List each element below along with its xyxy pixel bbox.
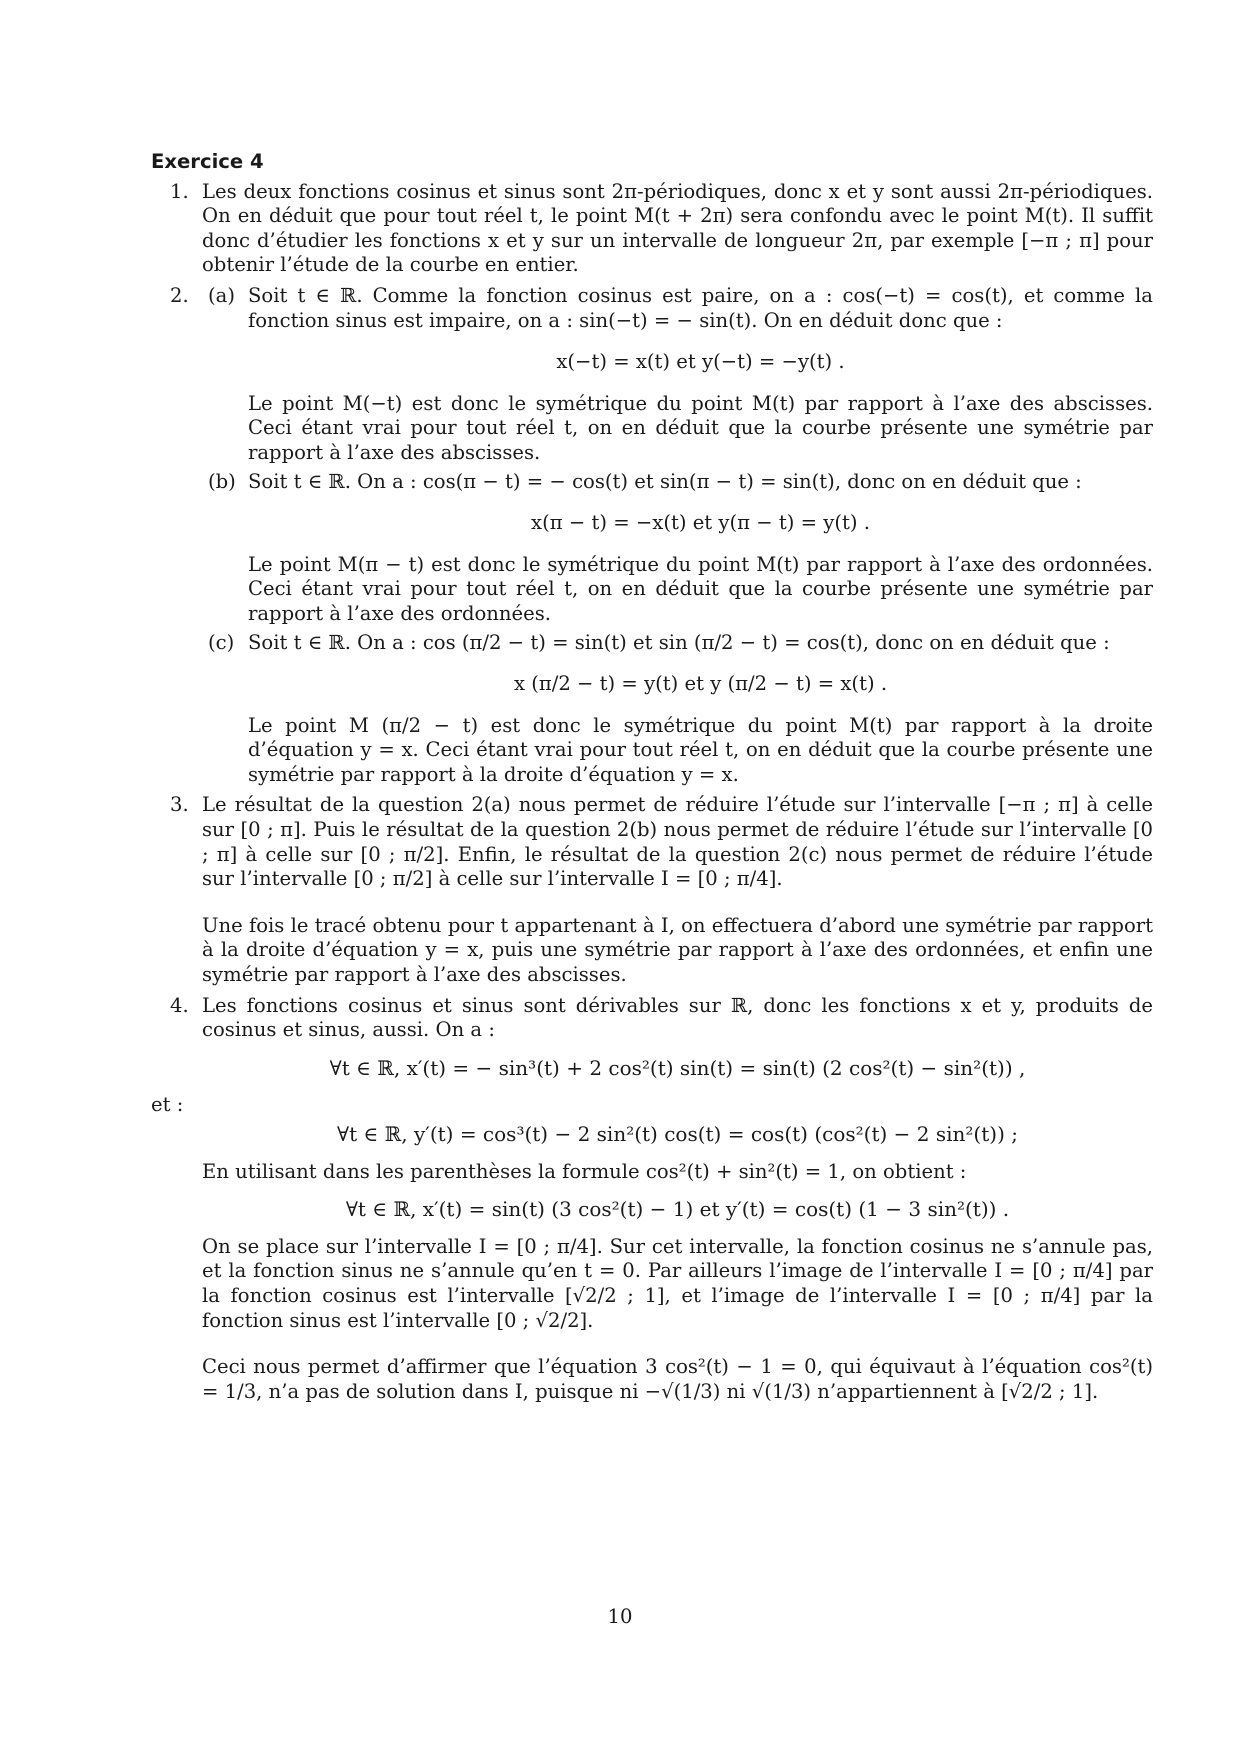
sub-item-label: (b) [208, 469, 236, 493]
list-item-4 [151, 994, 1153, 1405]
sub-item-intro: Soit t ∈ ℝ. On a : cos (π/2 − t) = sin(t) et sin (π/2 − t) = cos(t), donc on en déduit que : [248, 630, 1110, 654]
item-number: 4. [170, 993, 189, 1017]
sub-item-conclusion: Le point M(−t) est donc le symétrique du point M(t) par rapport à l’axe des abscisses. Ceci étant vrai pour tout réel t, on en déduit que la courbe présente une symétrie par rapport à l’axe des abscisses. [248, 391, 1153, 464]
sub-item-b [151, 470, 1153, 627]
list-item-1 [151, 180, 1153, 278]
sub-item-intro: Soit t ∈ ℝ. Comme la fonction cosinus est paire, on a : cos(−t) = cos(t), et comme la fonction sinus est impaire, on a : sin(−t) = − sin(t). On en déduit donc que : [248, 283, 1153, 332]
sub-item-a [151, 284, 1153, 466]
item-paragraph: Les fonctions cosinus et sinus sont dérivables sur ℝ, donc les fonctions x et y, produits de cosinus et sinus, aussi. On a : [202, 993, 1153, 1042]
sub-item-label: (a) [208, 283, 235, 307]
list-item-3 [151, 793, 1153, 987]
item-text: Les deux fonctions cosinus et sinus sont 2π-périodiques, donc x et y sont aussi 2π-périodiques. On en déduit que pour tout réel t, le point M(t + 2π) sera confondu avec le point M(t). Il suffit donc d’étudier les fonctions x et y sur un intervalle de longueur 2π, par exemple [−π ; π] pour obtenir l’étude de la courbe en entier. [202, 179, 1153, 277]
item-paragraph: Une fois le tracé obtenu pour t appartenant à I, on effectuera d’abord une symétrie par rapport à la droite d’équation y = x, puis une symétrie par rapport à l’axe des ordonnées, et enfin une symétrie par rapport à l’axe des abscisses. [202, 913, 1153, 987]
item-paragraph: En utilisant dans les parenthèses la formule cos²(t) + sin²(t) = 1, on obtient : [202, 1159, 967, 1183]
display-equation: x(−t) = x(t) et y(−t) = −y(t) . [556, 350, 845, 374]
item-paragraph: On se place sur l’intervalle I = [0 ; π/4]. Sur cet intervalle, la fonction cosinus ne s’annule pas, et la fonction sinus ne s’annule qu’en t = 0. Par ailleurs l’image de l’intervalle I = [0 ; π/4] par la fonction cosinus est l’intervalle [√2/2 ; 1], et l’image de l’intervalle I = [0 ; π/4] par la fonction sinus est l’intervalle [0 ; √2/2]. [202, 1234, 1153, 1332]
page-number: 10 [607, 1605, 633, 1628]
item-paragraph: Ceci nous permet d’affirmer que l’équation 3 cos²(t) − 1 = 0, qui équivaut à l’équation cos²(t) = 1/3, n’a pas de solution dans I, puisque ni −√(1/3) ni √(1/3) n’appartiennent à [√2/2 ; 1]. [202, 1355, 1153, 1403]
display-equation: ∀t ∈ ℝ, x′(t) = − sin³(t) + 2 cos²(t) sin(t) = sin(t) (2 cos²(t) − sin²(t)) , [329, 1055, 1026, 1080]
display-equation: ∀t ∈ ℝ, y′(t) = cos³(t) − 2 sin²(t) cos(t) = cos(t) (cos²(t) − 2 sin²(t)) ; [337, 1122, 1018, 1146]
list-item-2 [151, 284, 1153, 788]
sub-item-conclusion: Le point M (π/2 − t) est donc le symétrique du point M(t) par rapport à la droite d’équation y = x. Ceci étant vrai pour tout réel t, on en déduit que la courbe présente une symétrie par rapport à la droite d’équation y = x. [248, 713, 1153, 786]
item-paragraph: Le résultat de la question 2(a) nous permet de réduire l’étude sur l’intervalle [−π ; π] à celle sur [0 ; π]. Puis le résultat de la question 2(b) nous permet de réduire l’étude sur l’intervalle [0 ; π] à celle sur [0 ; π/2]. Enfin, le résultat de la question 2(c) nous permet de réduire l’étude sur l’intervalle [0 ; π/2] à celle sur l’intervalle I = [0 ; π/4]. [202, 793, 1153, 891]
sub-item-label: (c) [208, 630, 235, 654]
exercise-title: Exercice 4 [151, 150, 264, 173]
sub-item-conclusion: Le point M(π − t) est donc le symétrique du point M(t) par rapport à l’axe des ordonnées. Ceci étant vrai pour tout réel t, on en déduit que la courbe présente une symétrie par rapport à l’axe des ordonnées. [248, 552, 1153, 625]
display-equation: x (π/2 − t) = y(t) et y (π/2 − t) = x(t) . [513, 672, 888, 696]
sub-item-intro: Soit t ∈ ℝ. On a : cos(π − t) = − cos(t) et sin(π − t) = sin(t), donc on en déduit que : [248, 469, 1082, 493]
item-number: 3. [170, 793, 189, 817]
display-equation: ∀t ∈ ℝ, x′(t) = sin(t) (3 cos²(t) − 1) et y′(t) = cos(t) (1 − 3 sin²(t)) . [345, 1197, 1010, 1222]
display-equation: x(π − t) = −x(t) et y(π − t) = y(t) . [531, 511, 870, 535]
connector-text: et : [151, 1093, 184, 1117]
item-number: 2. [170, 283, 189, 307]
sub-item-c [151, 631, 1153, 788]
page-content [151, 150, 1153, 1410]
item-number: 1. [170, 179, 189, 203]
